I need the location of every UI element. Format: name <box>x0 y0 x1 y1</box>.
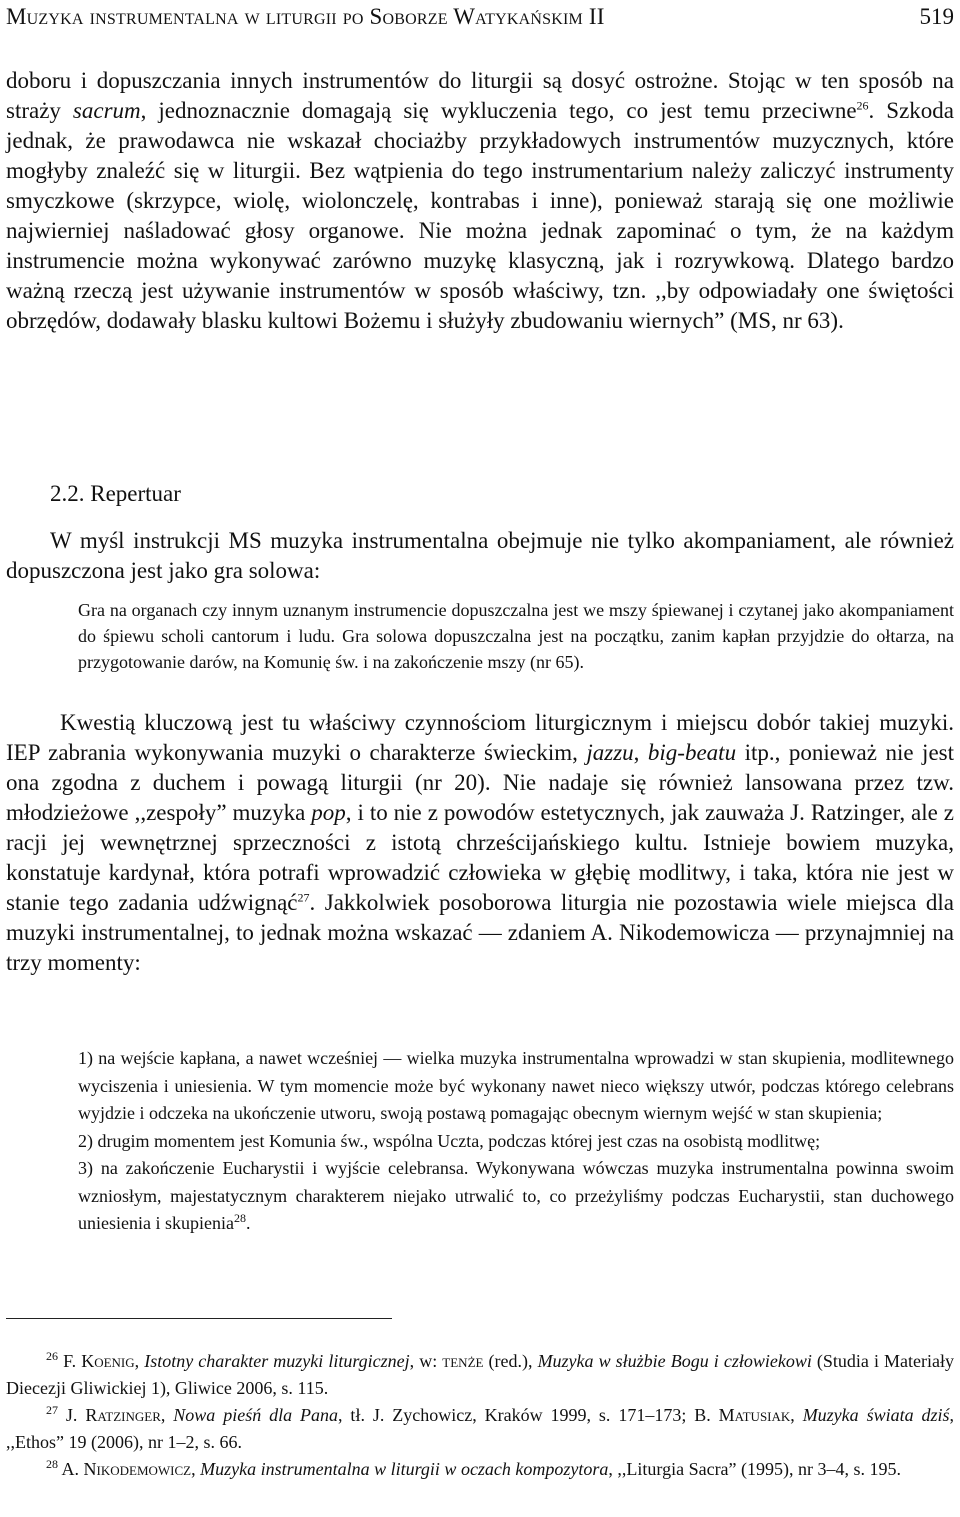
work-title: Muzyka świata dziś <box>802 1405 950 1425</box>
paragraph-text <box>6 66 954 336</box>
text-run: . <box>245 1213 251 1233</box>
text-run: (Studia i Materiały Diecezji Gliwickiej 1), Gliwice 2006, s. 115. <box>6 1351 954 1398</box>
footnotes <box>6 1348 954 1483</box>
section-heading: 2.2. Repertuar <box>50 481 181 506</box>
footnote-ref: 27 <box>297 890 310 905</box>
text-run: F. <box>63 1351 82 1371</box>
italic-term: sacrum <box>72 98 141 123</box>
text-run: . Szkoda jednak, że prawodawca nie wskazał chociażby przykładowych instrumentów muzycznych, które mogłyby znaleźć się w liturgii. Bez wątpienia do tego instrumentarium należy zaliczyć instrumenty smyczkowe (skrzypce, wiolę, wiolonczelę, kontrabas i inne), ponieważ starają się one możliwie najwierniej naśladować głosy organowe. Nie można jednak zapominać o tym, że na każdym instrumencie można wykonywać zarówno muzykę klasyczną, jak i rozrywkową. Dlatego bardzo ważną rzeczą jest używanie instrumentów w sposób właściwy, tzn. ,,by odpowiadały one świętości obrzędów, dodawały blasku kultowi Bożemu i służyły zbudowaniu wiernych” (MS, nr 63). <box>6 98 954 333</box>
text-run: , ,,Ethos” 19 (2006), nr 1–2, s. 66. <box>6 1405 954 1452</box>
footnote-number: 27 <box>46 1403 58 1417</box>
paragraph-repertoire <box>6 526 954 586</box>
block-quote-ms <box>78 597 954 675</box>
text-run: itp., ponieważ nie jest ona zgodna z duchem i powagą liturgii (nr 20). Nie nadaje się również lansowana przez tzw. młodzieżowe ,,zespoły” muzyka <box>6 740 955 825</box>
running-header <box>6 4 954 38</box>
text-run: , <box>790 1405 803 1425</box>
footnote-ref: 26 <box>856 98 869 113</box>
text-run: doboru i dopuszczania innych instrumentów do liturgii są dosyć ostrożne. Stojąc w ten sposób na straży <box>6 68 954 123</box>
paragraph-text <box>6 708 954 978</box>
text-run: , ,,Liturgia Sacra” (1995), nr 3–4, s. 195. <box>608 1459 902 1479</box>
footnote-number: 28 <box>46 1457 58 1471</box>
text-run: 3) na zakończenie Eucharystii i wyjście celebransa. Wykonywana wówczas muzyka instrumentalna powinna swoim wzniosłym, majestatycznym charakterem niejako utrwalić to, co przeżyliśmy podczas Eucharystii, stan duchowego uniesienia i skupienia <box>78 1158 954 1233</box>
block-quote-moments <box>78 1045 954 1238</box>
page-number: 519 <box>919 4 954 29</box>
author-name: Matusiak <box>718 1405 791 1425</box>
italic-term: big-beatu <box>647 740 737 765</box>
text-run: , tł. J. Zychowicz, Kraków 1999, s. 171–173; B. <box>338 1405 719 1425</box>
work-title: Istotny charakter muzyki liturgicznej <box>144 1351 410 1371</box>
text-run: A. <box>61 1459 84 1479</box>
author-name: Koenig <box>81 1351 135 1371</box>
footnote-26 <box>6 1348 954 1402</box>
author-name: tenże <box>442 1351 484 1371</box>
text-run: (red.), <box>483 1351 538 1371</box>
work-title: Nowa pieśń dla Pana <box>173 1405 339 1425</box>
quote-text: Gra na organach czy innym uznanym instrumencie dopuszczalna jest we mszy śpiewanej i czytanej jako akompaniament do śpiewu scholi cantorum i ludu. Gra solowa dopuszczalna jest na początku, zanim kapłan przyjdzie do ołtarza, na przygotowanie darów, na Komunię św. i na zakończenie mszy (nr 65). <box>78 600 954 672</box>
italic-term: pop <box>311 800 346 825</box>
footnote-number: 26 <box>46 1349 58 1363</box>
quote-item-3 <box>78 1155 954 1238</box>
footnote-28 <box>6 1456 954 1483</box>
work-title: Muzyka w służbie Bogu i człowiekowi <box>537 1351 812 1371</box>
text-run: , <box>633 740 648 765</box>
footnote-ref: 28 <box>233 1211 246 1225</box>
quote-item-1: 1) na wejście kapłana, a nawet wcześniej — wielka muzyka instrumentalna wprowadzi w stan skupienia, modlitewnego wyciszenia i uniesienia. W tym momencie może być wykonany nawet nieco większy utwór, podczas którego celebrans wyjdzie i odczeka na ukończenie utworu, swoją postawą pomagając obecnym wiernym wejść w stan skupienia; <box>78 1048 954 1123</box>
italic-term: jazzu <box>586 740 634 765</box>
text-run: , <box>134 1351 145 1371</box>
paragraph-instruments <box>6 66 954 336</box>
text-run: , jednoznacznie domagają się wykluczenia tego, co jest temu przeciwne <box>140 98 857 123</box>
text-run: , <box>191 1459 201 1479</box>
author-name: Nikodemowicz <box>83 1459 192 1479</box>
footnote-separator <box>6 1318 392 1319</box>
running-title: Muzyka instrumentalna w liturgii po Soborze Watykańskim II <box>6 4 605 29</box>
text-run: J. <box>65 1405 86 1425</box>
author-name: Ratzinger <box>85 1405 161 1425</box>
quote-item-2: 2) drugim momentem jest Komunia św., wspólna Uczta, podczas której jest czas na osobistą modlitwę; <box>78 1130 821 1151</box>
footnote-27 <box>6 1402 954 1456</box>
paragraph-text: W myśl instrukcji MS muzyka instrumentalna obejmuje nie tylko akompaniament, ale również dopuszczona jest jako gra solowa: <box>6 528 954 583</box>
work-title: Muzyka instrumentalna w liturgii w oczach kompozytora <box>200 1459 609 1479</box>
text-run: , w: <box>409 1351 443 1371</box>
text-run: , <box>160 1405 174 1425</box>
text-run: . Jakkolwiek posoborowa liturgia nie pozostawia wiele miejsca dla muzyki instrumentalnej, to jednak można wskazać — zdaniem A. Nikodemowicza — przynajmniej na trzy momenty: <box>6 890 954 975</box>
text-run: , i to nie z powodów estetycznych, jak zauważa J. Ratzinger, ale z racji jej wewnętrznej sprzeczności z istotą chrześcijańskiego kultu. Istnieje bowiem muzyka, konstatuje kardynał, która potrafi wprowadzić człowieka w głębię modlitwy, i taka, która nie jest w stanie tego zadania udźwignąć <box>6 800 954 915</box>
text-run: Kwestią kluczową jest tu właściwy czynnościom liturgicznym i miejscu dobór takiej muzyki. IEP zabrania wykonywania muzyki o charakterze świeckim, <box>6 710 954 765</box>
paragraph-key-issue <box>6 708 954 978</box>
